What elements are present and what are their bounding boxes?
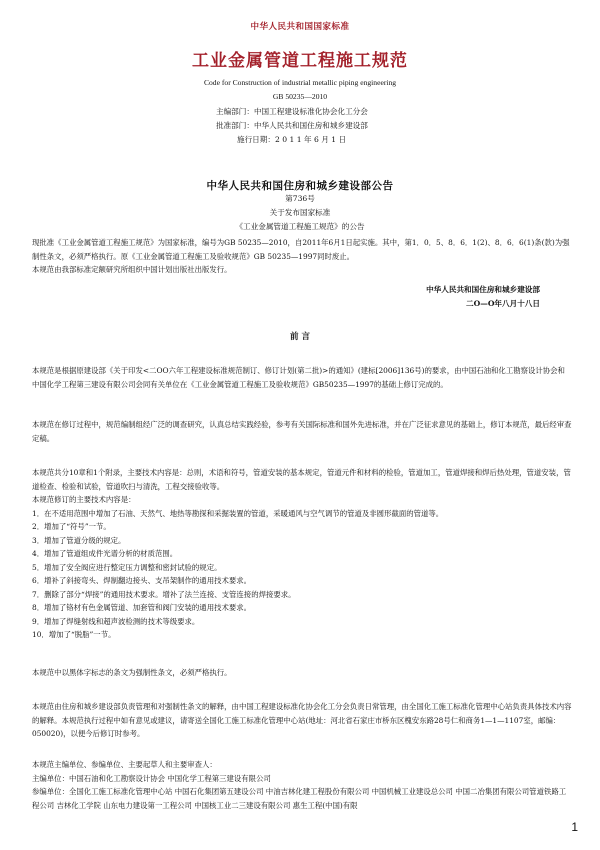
editors-section — [32, 758, 572, 812]
mandatory-note — [32, 666, 572, 680]
preface-para-3 — [32, 466, 572, 642]
revision-item: 9．增加了焊缝射线和超声波检测的技术等级要求。 — [32, 616, 200, 626]
signature-org: 中华人民共和国住房和城乡建设部 — [426, 285, 540, 294]
notice-title: 中华人民共和国住房和城乡建设部公告 — [206, 180, 394, 192]
notice-number: 第736号 — [285, 194, 315, 203]
preface-para-1 — [32, 364, 572, 391]
notice-body — [32, 236, 572, 277]
document-title: 工业金属管道工程施工规范 — [192, 51, 408, 71]
chief-editor-dept: 主编部门：中国工程建设标准化协会化工分会 — [216, 107, 368, 116]
revision-intro: 本规范修订的主要技术内容是： — [32, 495, 136, 504]
notice-paragraph: 现批准《工业金属管道工程施工规范》为国家标准，编号为GB 50235—2010，自2011年6月1日起实施。其中，第1．0．5、8．6．1(2)、8．6．6(1)条(款)为强制性条文，必须严格执行。原《工业金属管道工程施工及验收规范》GB 50235—1997同时废止。 — [32, 238, 570, 261]
editors-intro: 本规范主编单位、参编单位、主要起草人和主要审查人： — [32, 760, 217, 769]
revision-item: 8．增加了铬材有色金属管道、加套管和阀门安装的通用技术要求。 — [32, 603, 252, 612]
revision-item: 1．在不适用范围中增加了石油、天然气、地热等勘探和采掘装置的管道，采暖通风与空气调节的管道及非圆形截面的管道等。 — [32, 508, 444, 518]
paragraph: 本规范中以黑体字标志的条文为强制性条文，必须严格执行。 — [32, 668, 232, 677]
notice-subtitle-1: 关于发布国家标准 — [269, 208, 331, 217]
paragraph: 本规范由住房和城乡建设部负责管理和对强制性条文的解释，由中国工程建设标准化协会化工分会负责日常管理，由全国化工施工标准化管理中心站负责具体技术内容的解释。本规范执行过程中如有意见或建议，请寄送全国化工施工标准化管理中心站(地址：河北省石家庄市桥东区槐安东路28号仁和商务1—1—1107室，邮编：050020)，以便今后修订时参考。 — [32, 702, 572, 738]
preface-para-2 — [32, 418, 572, 445]
management-para — [32, 700, 572, 741]
revision-item: 7．删除了部分“焊接”的通用技术要求。增补了法兰连接、支管连接的焊接要求。 — [32, 589, 296, 599]
revision-item: 3．增加了管道分级的规定。 — [32, 535, 126, 545]
english-title: Code for Construction of industrial metallic piping engineering — [203, 78, 397, 87]
signature-date: 二O—O年八月十八日 — [466, 299, 540, 308]
revision-item: 5．增加了安全阀应进行整定压力调整和密封试验的规定。 — [32, 562, 222, 572]
notice-paragraph: 本规范由我部标准定额研究所组织中国计划出版社出版发行。 — [32, 265, 232, 274]
paragraph: 本规范是根据原建设部《关于印发<二OO六年工程建设标准规范制订、修订计划(第二批)>的通知》(建标[2006]136号)的要求，由中国石油和化工勘察设计协会和中国化学工程第三建设有限公司会同有关单位在《工业金属管道工程施工及验收规范》GB50235—1997的基础上修订完成的。 — [32, 366, 565, 389]
revision-item: 10．增加了“脱脂”一节。 — [32, 630, 116, 639]
paragraph: 本规范共分10章和1个附录，主要技术内容是：总则，术语和符号，管道安装的基本规定，管道元件和材料的检验，管道加工，管道焊接和焊后热处理，管道安装，管道检查、检验和试验，管道吹扫与清洗，工程交接验收等。 — [32, 468, 571, 491]
paragraph: 本规范在修订过程中，规范编制组经广泛的调查研究，认真总结实践经验，参考有关国际标准和国外先进标准，并在广泛征求意见的基础上，修订本规范，最后经审查定稿。 — [32, 420, 572, 443]
approval-dept: 批准部门：中华人民共和国住房和城乡建设部 — [216, 121, 368, 130]
preface-heading: 前 言 — [290, 332, 310, 342]
effective-date: 施行日期：2 0 1 1 年 6 月 1 日 — [237, 135, 347, 144]
notice-subtitle-2: 《工业金属管道工程施工规范》的公告 — [235, 222, 365, 231]
page-number: 1 — [571, 820, 578, 834]
revision-item: 2．增加了“符号”一节。 — [32, 522, 111, 531]
standard-label: 中华人民共和国国家标准 — [250, 22, 350, 32]
chief-units: 主编单位：中国石油和化工勘察设计协会 中国化学工程第三建设有限公司 — [32, 773, 271, 783]
participating-units: 参编单位：全国化工施工标准化管理中心站 中国石化集团第五建设公司 中油吉林化建工程股份有限公司 中国机械工业建设总公司 中国二冶集团有限公司管道铁路工程公司 吉林化工学院 山东电力建设第一工程公司 中国核工业二三建设有限公司 惠生工程(中国)有限 — [32, 787, 567, 810]
revision-item: 6．增补了斜接弯头、焊制翻边接头、支吊架制作的通用技术要求。 — [32, 576, 252, 585]
standard-code: GB 50235—2010 — [272, 92, 328, 101]
revision-item: 4．增加了管道组成件光谱分析的材质范围。 — [32, 549, 178, 558]
